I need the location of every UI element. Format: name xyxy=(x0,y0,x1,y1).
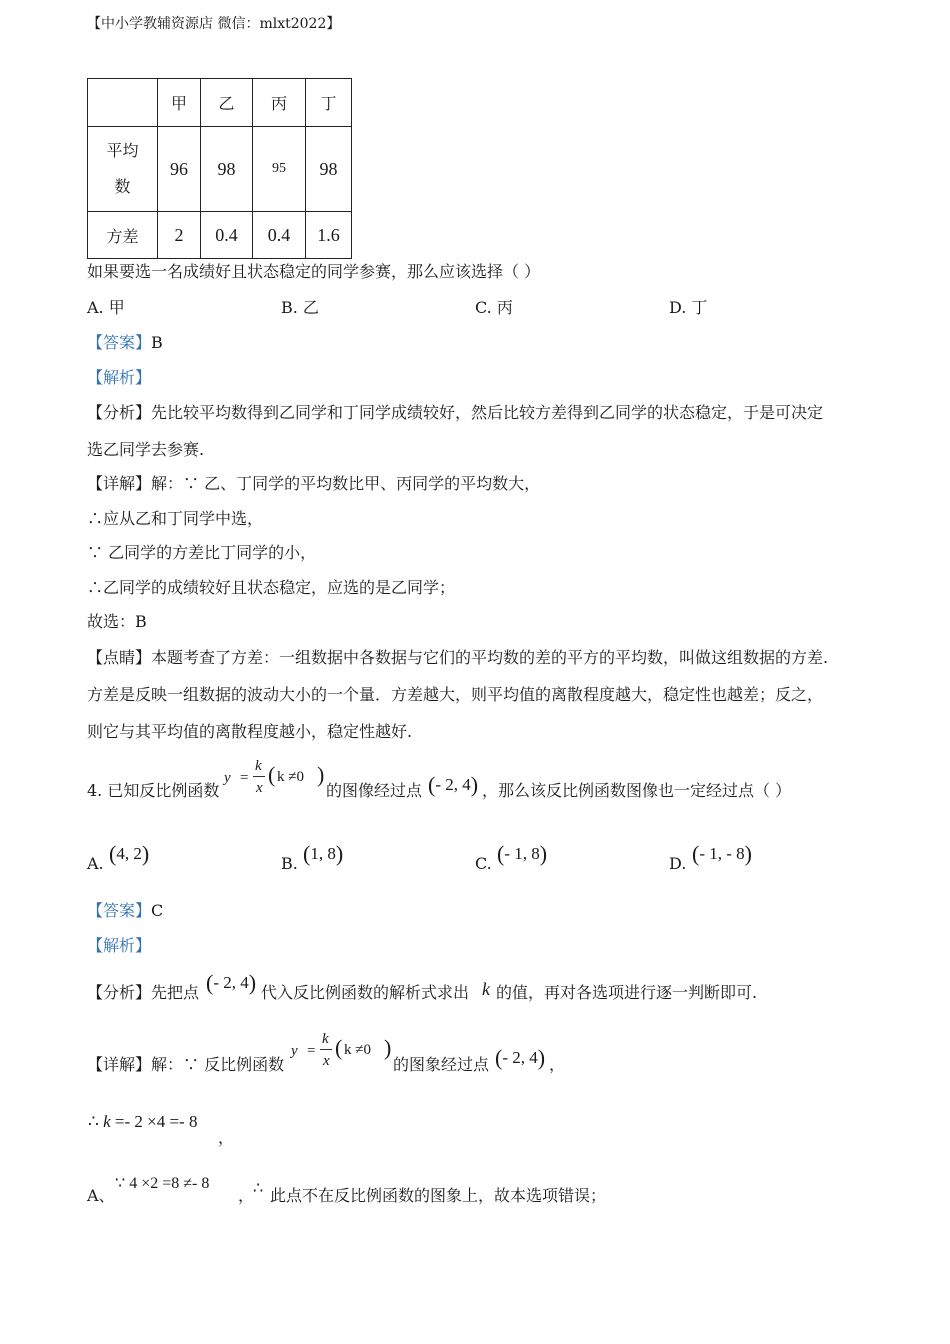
fenxi-text: 先比较平均数得到乙同学和丁同学成绩较好，然后比较方差得到乙同学的状态稳定，于是可决定 xyxy=(151,403,824,422)
option-coords: 4, 2 xyxy=(116,844,142,863)
table-header-bing: 丙 xyxy=(253,79,306,127)
fenxi-tag: 【分析】 xyxy=(87,403,152,422)
q4-option-a-point xyxy=(109,841,149,867)
answer-value: C xyxy=(151,901,164,920)
q4-detail-prefix xyxy=(87,1055,284,1075)
q3-option-b: B. 乙 xyxy=(281,298,319,317)
table-cell: 95 xyxy=(253,127,306,212)
func-condition: k ≠0 xyxy=(344,1042,371,1058)
q4-option-b-point xyxy=(303,841,343,867)
func-x: x xyxy=(323,1053,330,1069)
q3-option-c: C. 丙 xyxy=(475,298,513,317)
paren-open: ( xyxy=(303,841,311,866)
detail-text: 解：∵ 乙、丁同学的平均数比甲、丙同学的平均数大， xyxy=(151,474,541,493)
q3-dianjing-line3: 则它与其平均值的离散程度越小，稳定性越好. xyxy=(87,722,413,741)
q4-fenxi-k: k xyxy=(482,979,490,999)
q4-given-point xyxy=(428,772,478,798)
paren-close: ) xyxy=(470,772,479,797)
q3-option-a: A. 甲 xyxy=(87,298,125,317)
paren-close: ) xyxy=(537,1045,546,1070)
table-header-row xyxy=(88,79,352,127)
dianjing-text: 本题考查了方差：一组数据中各数据与它们的平均数的差的平方的平均数，叫做这组数据的方差. xyxy=(151,648,829,667)
q4-stem-prefix: 4. 已知反比例函数 xyxy=(87,781,220,800)
because-symbol: ∵ xyxy=(115,1175,126,1192)
func-open-paren: ( xyxy=(335,1035,343,1060)
table-cell: 0.4 xyxy=(201,212,253,259)
paren-open: ( xyxy=(692,841,700,866)
func-close-paren: ) xyxy=(384,1035,392,1060)
func-close-paren: ) xyxy=(317,762,325,787)
therefore-symbol: ∴ xyxy=(88,1112,99,1131)
q4-answer-line xyxy=(87,901,163,921)
q4-option-c-letter: C. xyxy=(475,854,492,873)
paren-open: ( xyxy=(497,841,505,866)
paren-close: ) xyxy=(248,970,257,995)
q4-fenxi-point xyxy=(206,970,256,996)
table-label-mean xyxy=(88,127,158,212)
func-k: k xyxy=(255,758,262,774)
q3-dianjing-line2: 方差是反映一组数据的波动大小的一个量．方差越大，则平均值的离散程度越大，稳定性也越差；反之， xyxy=(87,685,824,704)
q4-fenxi-suffix: 的值，再对各选项进行逐一判断即可. xyxy=(496,983,758,1002)
point-coords: - 2, 4 xyxy=(213,973,249,992)
option-coords: - 1, 8 xyxy=(504,844,540,863)
table-cell: 98 xyxy=(306,127,352,212)
func-x: x xyxy=(256,780,263,796)
q3-fenxi-line2: 选乙同学去参赛. xyxy=(87,440,205,459)
answer-tag: 【答案】 xyxy=(87,333,152,352)
k-symbol: k xyxy=(103,1112,111,1131)
paren-open: ( xyxy=(206,970,214,995)
q4-option-c-point xyxy=(497,841,547,867)
func-y: y xyxy=(224,770,231,786)
func-eq: = xyxy=(240,770,249,786)
paren-close: ) xyxy=(141,841,150,866)
mean-label-line1: 平均 xyxy=(106,141,139,160)
table-header-yi: 乙 xyxy=(201,79,253,127)
func-condition: k ≠0 xyxy=(277,769,304,785)
answer-tag: 【答案】 xyxy=(87,901,152,920)
q4-detail-point xyxy=(495,1045,545,1071)
header-watermark: 【中小学教辅资源店 微信：mlxt2022】 xyxy=(87,16,341,32)
table-cell: 98 xyxy=(201,127,253,212)
q4-k-line xyxy=(88,1112,197,1132)
q3-dianjing-line1 xyxy=(87,648,828,668)
paren-close: ) xyxy=(744,841,752,866)
point-coords: - 2, 4 xyxy=(435,775,471,794)
point-coords: - 2, 4 xyxy=(502,1048,538,1067)
q4-option-b-letter: B. xyxy=(281,854,298,873)
q3-option-d: D. 丁 xyxy=(669,298,708,317)
q3-detail-line5: 故选：B xyxy=(87,612,147,631)
q4-option-d-letter: D. xyxy=(669,854,687,873)
q4-a-line-label: A、 xyxy=(87,1186,115,1205)
q3-detail-line1 xyxy=(87,474,540,494)
table-row-mean xyxy=(88,127,352,212)
option-coords: 1, 8 xyxy=(310,844,336,863)
paren-open: ( xyxy=(495,1045,503,1070)
q4-option-a-letter: A. xyxy=(87,854,104,873)
q4-analysis-tag: 【解析】 xyxy=(87,936,152,955)
option-coords: - 1, - 8 xyxy=(699,844,745,863)
detail-tag: 【详解】 xyxy=(87,1055,152,1074)
paren-close: ) xyxy=(335,841,344,866)
mean-label-line2: 数 xyxy=(114,177,131,196)
q4-fenxi-mid: 代入反比例函数的解析式求出 xyxy=(261,983,470,1002)
q4-option-d-point xyxy=(692,841,752,867)
table-header-ding: 丁 xyxy=(306,79,352,127)
paren-open: ( xyxy=(428,772,436,797)
table-label-variance: 方差 xyxy=(88,212,158,259)
table-cell: 2 xyxy=(158,212,201,259)
paren-open: ( xyxy=(109,841,117,866)
detail-text: 解：∵ 反比例函数 xyxy=(151,1055,285,1074)
table-row-variance xyxy=(88,212,352,259)
q3-analysis-tag: 【解析】 xyxy=(87,368,152,387)
table-corner-cell xyxy=(88,79,158,127)
q3-fenxi-line1 xyxy=(87,403,823,423)
q4-fenxi-prefix xyxy=(87,983,199,1003)
q3-detail-line4: ∴乙同学的成绩较好且状态稳定，应选的是乙同学； xyxy=(87,578,456,597)
q3-detail-line3: ∵ 乙同学的方差比丁同学的小， xyxy=(87,543,317,562)
q4-stem-mid: 的图像经过点 xyxy=(326,781,423,800)
fraction-bar xyxy=(253,776,265,777)
func-k: k xyxy=(322,1031,329,1047)
func-eq: = xyxy=(307,1043,316,1059)
table-cell: 0.4 xyxy=(253,212,306,259)
fenxi-tag: 【分析】 xyxy=(87,983,152,1002)
q4-a-line-comma: ， xyxy=(238,1186,255,1205)
k-expression: =- 2 ×4 =- 8 xyxy=(114,1112,198,1131)
q4-a-line-therefore: ∴ xyxy=(253,1180,264,1197)
paren-close: ) xyxy=(539,841,548,866)
table-header-jia: 甲 xyxy=(158,79,201,127)
fraction-bar xyxy=(320,1049,332,1050)
answer-value: B xyxy=(151,333,163,352)
table-cell: 96 xyxy=(158,127,201,212)
func-open-paren: ( xyxy=(268,762,276,787)
q3-detail-line2: ∴应从乙和丁同学中选， xyxy=(87,509,264,528)
fenxi-text: 先把点 xyxy=(151,983,200,1002)
dianjing-tag: 【点睛】 xyxy=(87,648,152,667)
detail-tag: 【详解】 xyxy=(87,474,152,493)
q3-stem: 如果要选一名成绩好且状态稳定的同学参赛，那么应该选择（ ） xyxy=(87,262,541,281)
q4-a-line-text: 此点不在反比例函数的图象上，故本选项错误； xyxy=(270,1186,607,1205)
func-y: y xyxy=(291,1043,298,1059)
q4-k-line-comma: ， xyxy=(218,1128,235,1147)
a-expression: 4 ×2 =8 ≠- 8 xyxy=(129,1175,210,1192)
q4-detail-comma: ， xyxy=(549,1055,566,1074)
table-cell: 1.6 xyxy=(306,212,352,259)
q4-a-line-expr xyxy=(115,1173,209,1193)
stats-table xyxy=(87,78,352,259)
q4-detail-mid: 的图象经过点 xyxy=(393,1055,490,1074)
q3-answer-line xyxy=(87,333,163,353)
q4-stem-suffix: ，那么该反比例函数图像也一定经过点（ ） xyxy=(482,781,792,800)
